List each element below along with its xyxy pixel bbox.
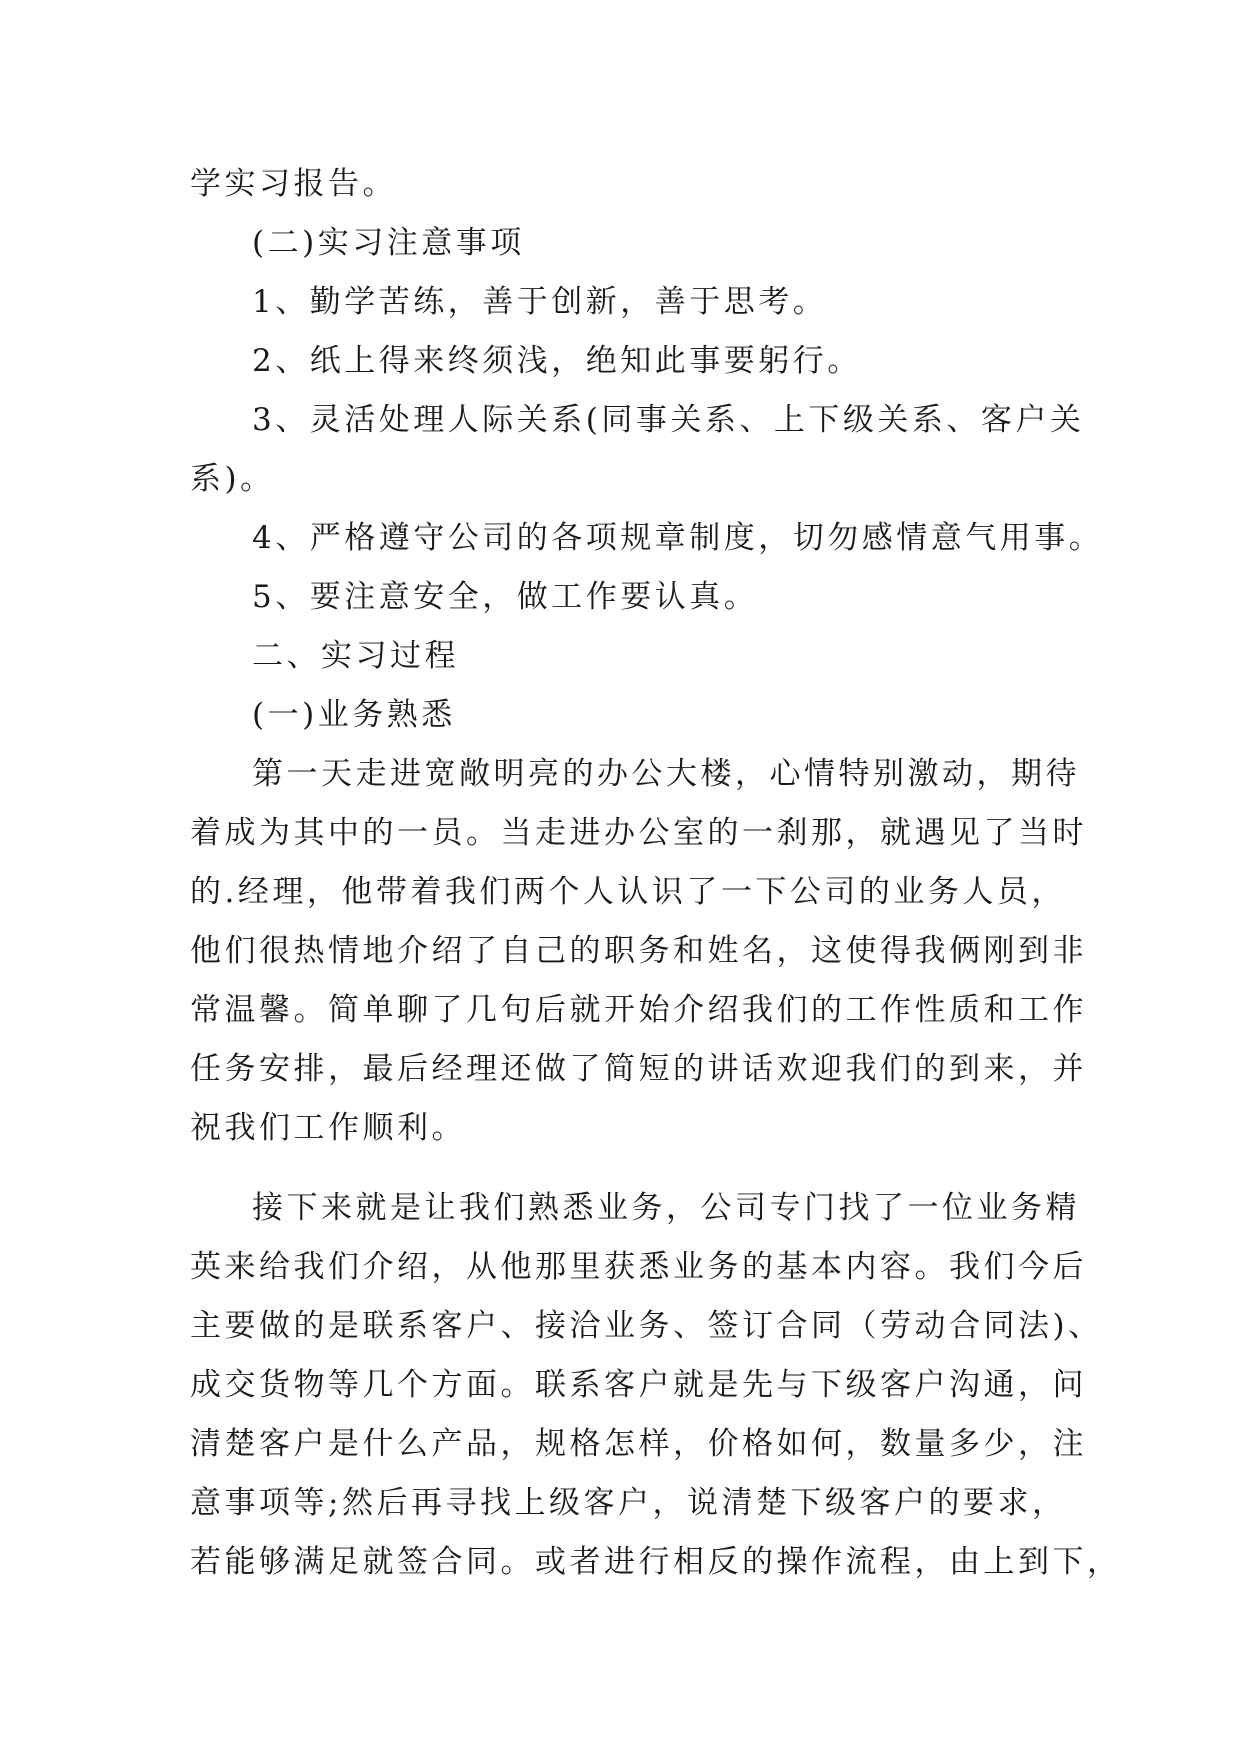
paragraph-line: 祝我们工作顺利。 <box>190 1110 466 1146</box>
list-item: 5、要注意安全，做工作要认真。 <box>252 579 759 615</box>
section-heading: 二、实习过程 <box>252 638 459 674</box>
paragraph-line: 若能够满足就签合同。或者进行相反的操作流程，由上到下， <box>190 1544 1122 1580</box>
paragraph-line: 任务安排，最后经理还做了简短的讲话欢迎我们的到来，并 <box>190 1051 1087 1087</box>
text-line: 系)。 <box>190 461 275 497</box>
list-item: 2、纸上得来终须浅，绝知此事要躬行。 <box>252 343 862 379</box>
section-heading: (二)实习注意事项 <box>252 225 525 261</box>
subsection-heading: (一)业务熟悉 <box>252 697 456 733</box>
paragraph-line: 他们很热情地介绍了自己的职务和姓名，这使得我俩刚到非 <box>190 933 1087 969</box>
paragraph-line: 着成为其中的一员。当走进办公室的一刹那，就遇见了当时 <box>190 815 1087 851</box>
paragraph-line: 接下来就是让我们熟悉业务，公司专门找了一位业务精 <box>252 1190 1080 1226</box>
paragraph-line: 第一天走进宽敞明亮的办公大楼，心情特别激动，期待 <box>252 756 1080 792</box>
paragraph-line: 成交货物等几个方面。联系客户就是先与下级客户沟通，问 <box>190 1367 1087 1403</box>
paragraph-line: 主要做的是联系客户、接洽业务、签订合同（劳动合同法)、 <box>190 1308 1103 1344</box>
list-item: 3、灵活处理人际关系(同事关系、上下级关系、客户关 <box>252 402 1085 438</box>
paragraph-line: 常温馨。简单聊了几句后就开始介绍我们的工作性质和工作 <box>190 992 1087 1028</box>
list-item: 4、严格遵守公司的各项规章制度，切勿感情意气用事。 <box>252 520 1104 556</box>
list-item: 1、勤学苦练，善于创新，善于思考。 <box>252 284 828 320</box>
paragraph-line: 意事项等;然后再寻找上级客户，说清楚下级客户的要求， <box>190 1485 1067 1521</box>
paragraph-line: 的.经理，他带着我们两个人认识了一下公司的业务人员， <box>190 874 1066 910</box>
paragraph-line: 英来给我们介绍，从他那里获悉业务的基本内容。我们今后 <box>190 1249 1087 1285</box>
paragraph-line: 清楚客户是什么产品，规格怎样，价格如何，数量多少，注 <box>190 1426 1087 1462</box>
text-line: 学实习报告。 <box>190 166 397 202</box>
